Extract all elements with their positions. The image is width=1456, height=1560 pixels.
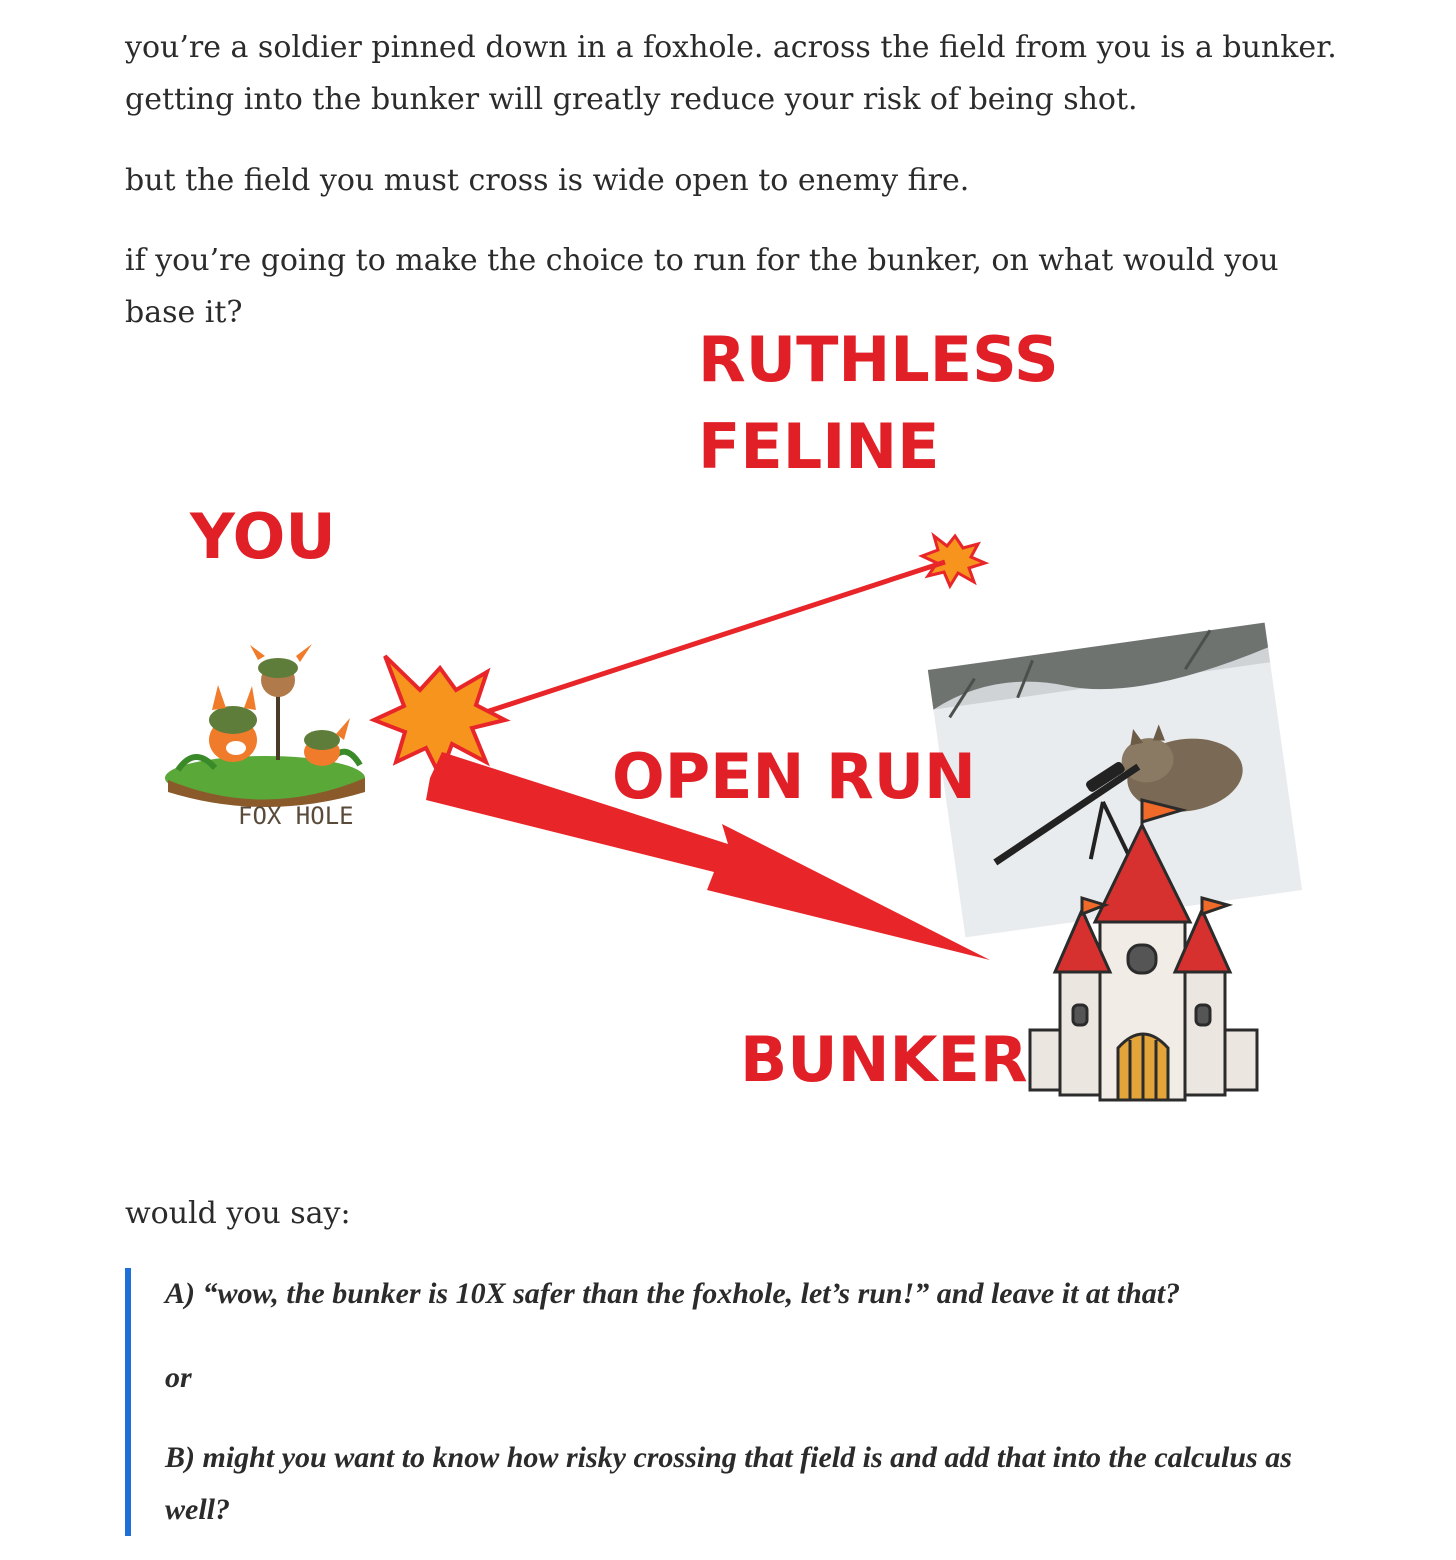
- field-paragraph: but the field you must cross is wide open to enemy fire.: [125, 163, 970, 198]
- option-or: or: [165, 1361, 192, 1394]
- label-open-run: OPEN RUN: [612, 740, 976, 813]
- sniper-burst-icon: [922, 536, 985, 586]
- foxhole-diagram: [0, 300, 1456, 1150]
- blockquote: [125, 1268, 1331, 1536]
- fox-hole-caption: FOX HOLE: [238, 802, 354, 830]
- label-you: YOU: [190, 500, 336, 573]
- intro-paragraph: you’re a soldier pinned down in a foxhole. across the field from you is a bunker. getting into the bunker will greatly reduce your risk of being shot.: [125, 30, 1337, 117]
- option-b: B) might you want to know how risky crossing that field is and add that into the calculus as well?: [165, 1441, 1292, 1526]
- label-ruthless: RUTHLESS: [698, 323, 1059, 396]
- foxhole-illustration: [165, 644, 365, 807]
- label-feline: FELINE: [698, 410, 940, 483]
- label-bunker: BUNKER: [740, 1023, 1028, 1096]
- would-you-say-paragraph: would you say:: [125, 1196, 351, 1231]
- shot-line: [480, 562, 945, 714]
- option-a: A) “wow, the bunker is 10X safer than the foxhole, let’s run!” and leave it at that?: [165, 1277, 1181, 1310]
- question-paragraph: if you’re going to make the choice to run for the bunker, on what would you base it?: [125, 243, 1279, 330]
